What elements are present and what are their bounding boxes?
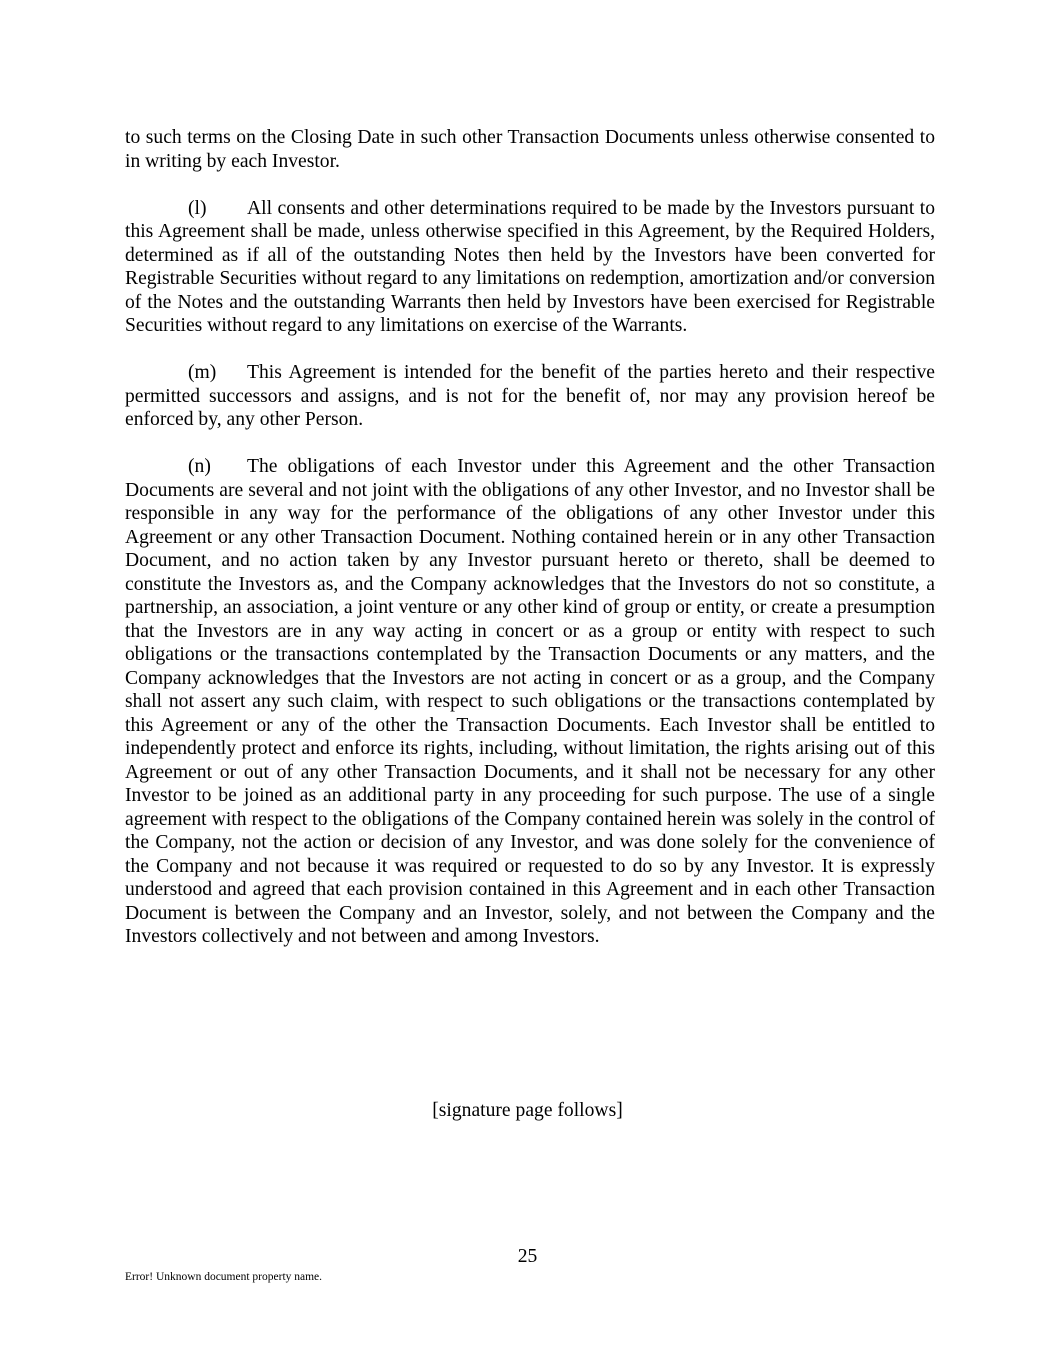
section-m-label: (m) [188,362,217,383]
section-n-paragraph [125,455,935,949]
footer-document-code: Error! Unknown document property name. [125,1271,323,1283]
signature-page-note: [signature page follows] [432,1100,623,1121]
section-n-text: The obligations of each Investor under this Agreement and the other Transaction Documents are several and not joint with the obligations of any other Investor, and no Investor shall be responsible in any way for the performance of the obligations of any other Investor under this Agreement or any other Transaction Document. Nothing contained herein or in any other Transaction Document, and no action taken by any Investor pursuant hereto or thereto, shall be deemed to constitute the Investors as, and the Company acknowledges that the Investors do not so constitute, a partnership, an association, a joint venture or any other kind of group or entity, or create a presumption that the Investors are in any way acting in concert or as a group or entity with respect to such obligations or the transactions contemplated by the Transaction Documents or any matters, and the Company acknowledges that the Investors are not acting in concert or as a group, and the Company shall not assert any such claim, with respect to such obligations or the transactions contemplated by this Agreement or any of the other the Transaction Documents. Each Investor shall be entitled to independently protect and enforce its rights, including, without limitation, the rights arising out of this Agreement or out of any other Transaction Documents, and it shall not be necessary for any other Investor to be joined as an additional party in any proceeding for such purpose. The use of a single agreement with respect to the obligations of the Company contained herein was solely in the control of the Company, not the action or decision of any Investor, and was done solely for the convenience of the Company and not because it was required or requested to do so by any Investor. It is expressly understood and agreed that each provision contained in this Agreement and in each other Transaction Document is between the Company and an Investor, solely, and not between the Company and the Investors collectively and not between and among Investors. [125,456,935,947]
continuation-paragraph: to such terms on the Closing Date in such other Transaction Documents unless otherwise consented to in writing by each Investor. [125,127,935,172]
section-l-label: (l) [188,197,207,219]
section-n-label: (n) [188,456,211,477]
page-number: 25 [517,1246,538,1267]
section-l-paragraph [125,197,935,338]
section-m-paragraph [125,361,935,432]
section-m-text: This Agreement is intended for the benefit of the parties hereto and their respective permitted successors and assigns, and is not for the benefit of, nor may any provision hereof be enforced by, any other Person. [125,362,935,430]
section-l-text: All consents and other determinations required to be made by the Investors pursuant to this Agreement shall be made, unless otherwise specified in this Agreement, by the Required Holders, determined as if all of the outstanding Notes then held by the Investors have been converted for Registrable Securities without regard to any limitations on redemption, amortization and/or conversion of the Notes and the outstanding Warrants then held by Investors have been exercised for Registrable Securities without regard to any limitations on exercise of the Warrants. [125,197,935,336]
document-body [125,126,935,972]
